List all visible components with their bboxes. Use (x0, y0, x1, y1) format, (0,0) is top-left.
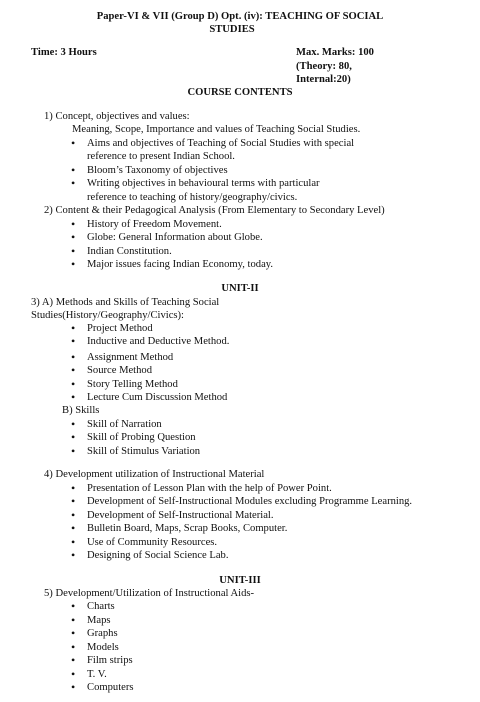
list-item: • Skill of Probing Question (87, 431, 196, 445)
max-marks: Max. Marks: 100 (296, 47, 374, 58)
list-item: • Skill of Stimulus Variation (87, 445, 200, 459)
list-item: • Charts (87, 600, 115, 614)
unit-2-heading: UNIT-II (221, 283, 259, 294)
list-item: • Maps (87, 614, 111, 628)
skills-subheading: B) Skills (62, 405, 100, 416)
section-3-heading: 3) A) Methods and Skills of Teaching Social (31, 297, 220, 308)
list-item: • Skill of Narration (87, 418, 162, 432)
list-item: • Project Method (87, 322, 153, 336)
paper-title-line1: Paper-VI & VII (Group D) Opt. (iv): TEACHING OF SOCIAL (96, 11, 384, 22)
list-item: • Graphs (87, 627, 118, 641)
section-3-heading-cont: Studies(History/Geography/Civics): (31, 310, 185, 321)
list-item: • Computers (87, 681, 134, 695)
list-item: • Writing objectives in behavioural terms with particular (87, 177, 320, 191)
internal-marks: Internal:20) (296, 74, 351, 85)
list-item: • Inductive and Deductive Method. (87, 335, 229, 349)
time-label: Time: 3 Hours (31, 47, 97, 58)
list-item: • Globe: General Information about Globe. (87, 231, 263, 245)
section-2-heading: 2) Content & their Pedagogical Analysis (From Elementary to Secondary Level) (44, 205, 385, 216)
theory-marks: (Theory: 80, (296, 61, 352, 72)
list-item: • Aims and objectives of Teaching of Social Studies with special (87, 137, 354, 151)
list-item: • Use of Community Resources. (87, 536, 217, 550)
section-1-subtext: Meaning, Scope, Importance and values of Teaching Social Studies. (72, 124, 361, 135)
list-item: • Bloom’s Taxonomy of objectives (87, 164, 228, 178)
list-item: • Development of Self-Instructional Material. (87, 509, 274, 523)
list-item: • Assignment Method (87, 351, 173, 365)
list-item: • Source Method (87, 364, 152, 378)
list-item: • Lecture Cum Discussion Method (87, 391, 227, 405)
list-item: • Story Telling Method (87, 378, 178, 392)
section-4-heading: 4) Development utilization of Instructional Material (44, 469, 265, 480)
list-item: • Film strips (87, 654, 133, 668)
section-1-heading: 1) Concept, objectives and values: (44, 111, 190, 122)
list-item-continuation: reference to present Indian School. (87, 151, 235, 162)
list-item: • Models (87, 641, 119, 655)
list-item: • History of Freedom Movement. (87, 218, 222, 232)
list-item: • Major issues facing Indian Economy, today. (87, 258, 273, 272)
list-item-continuation: reference to teaching of history/geography/civics. (87, 192, 298, 203)
list-item: • Bulletin Board, Maps, Scrap Books, Computer. (87, 522, 287, 536)
section-5-heading: 5) Development/Utilization of Instructional Aids- (44, 588, 255, 599)
list-item: • Indian Constitution. (87, 245, 172, 259)
course-contents-heading: COURSE CONTENTS (187, 87, 293, 98)
unit-3-heading: UNIT-III (219, 575, 261, 586)
list-item: • Designing of Social Science Lab. (87, 549, 229, 563)
paper-title-line2: STUDIES (209, 24, 255, 35)
list-item: • Presentation of Lesson Plan with the help of Power Point. (87, 482, 332, 496)
list-item: • Development of Self-Instructional Modules excluding Programme Learning. (87, 495, 412, 509)
list-item: • T. V. (87, 668, 107, 682)
